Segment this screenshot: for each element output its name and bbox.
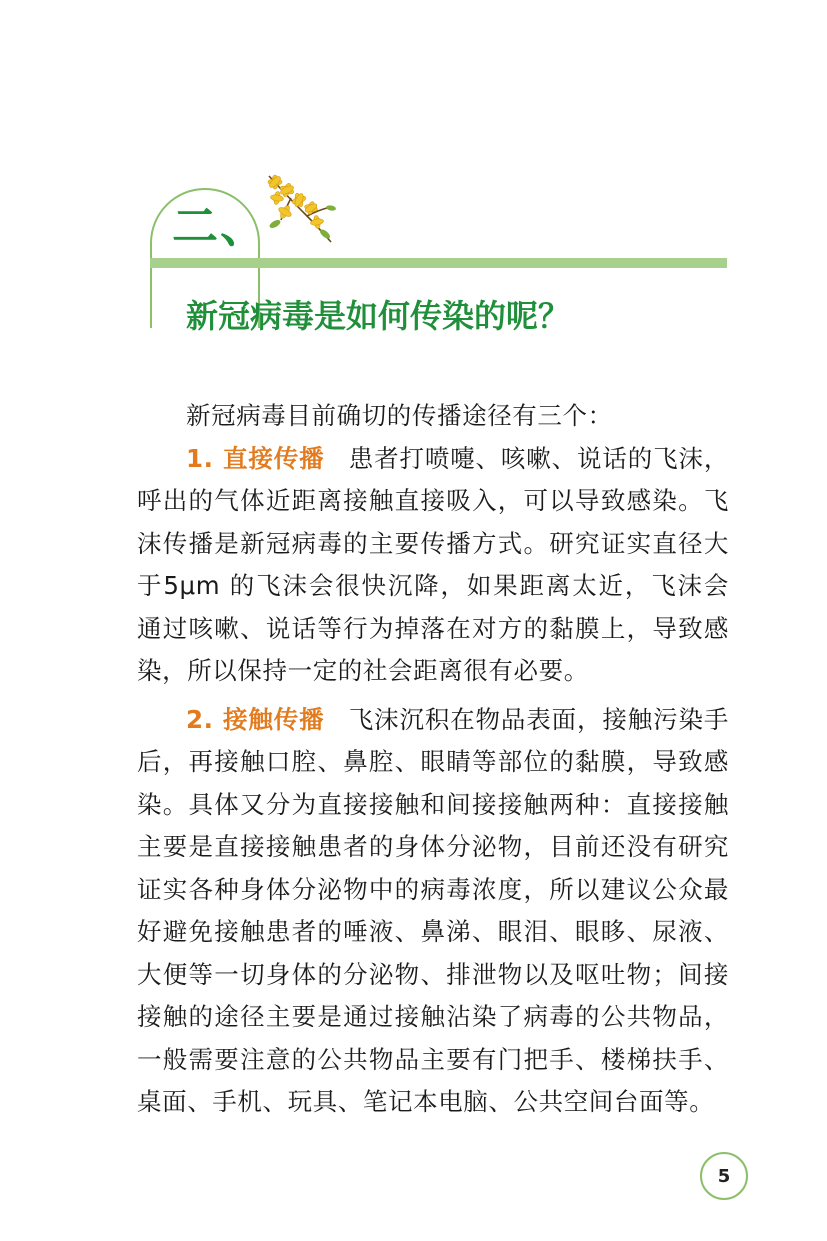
paragraph-text: 患者打喷嚏、咳嗽、说话的飞沫，呼出的气体近距离接触直接吸入，可以导致感染。飞沫传播是新冠病毒的主要传播方式。研究证实直径大于5μm 的飞沫会很快沉降，如果距离太近，飞沫会通过咳嗽、说话等行为掉落在对方的黏膜上，导致感染，所以保持一定的社会距离很有必要。 <box>137 443 729 685</box>
paragraph-direct-transmission <box>137 438 729 693</box>
section-number: 二、 <box>172 199 268 253</box>
body-text <box>137 395 729 1124</box>
term-contact-transmission: 2. 接触传播 <box>186 704 325 734</box>
paragraph-text: 飞沫沉积在物品表面，接触污染手后，再接触口腔、鼻腔、眼睛等部位的黏膜，导致感染。具体又分为直接接触和间接接触两种：直接接触主要是直接接触患者的身体分泌物，目前还没有研究证实各种身体分泌物中的病毒浓度，所以建议公众最好避免接触患者的唾液、鼻涕、眼泪、眼眵、尿液、大便等一切身体的分泌物、排泄物以及呕吐物；间接接触的途径主要是通过接触沾染了病毒的公共物品，一般需要注意的公共物品主要有门把手、楼梯扶手、桌面、手机、玩具、笔记本电脑、公共空间台面等。 <box>137 704 729 1116</box>
section-header-rule <box>150 258 727 268</box>
page-number: 5 <box>700 1152 748 1200</box>
section-title: 新冠病毒是如何传染的呢？ <box>186 297 571 335</box>
term-direct-transmission: 1. 直接传播 <box>186 443 325 473</box>
intro-paragraph: 新冠病毒目前确切的传播途径有三个： <box>186 401 613 430</box>
paragraph-contact-transmission <box>137 699 729 1124</box>
forsythia-flower-icon <box>255 168 337 246</box>
